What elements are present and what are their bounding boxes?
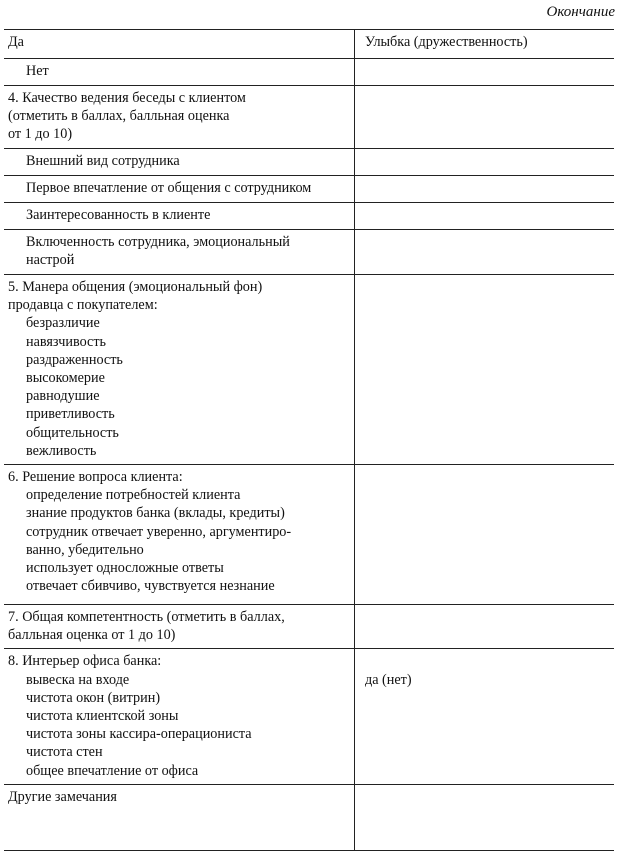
criterion-subitem: вывеска на входе [26,671,130,688]
criterion-text: продавца с покупателем: [8,297,158,314]
rating-cell [355,465,615,605]
rating-cell [355,59,615,86]
criterion-text: 7. Общая компетентность (отметить в баллах, [8,609,285,626]
form-row [4,649,614,785]
rating-cell [355,203,615,230]
form-row [4,149,614,176]
criterion-subitem: чистота стен [26,744,103,761]
rating-cell [355,86,615,149]
criterion-cell [4,59,355,86]
rating-cell [355,230,615,275]
criterion-cell [4,203,355,230]
criterion-subitem: чистота клиентской зоны [26,708,179,725]
rating-cell [355,275,615,465]
criterion-cell [4,86,355,149]
criterion-subitem: приветливость [26,406,115,423]
rating-cell [355,30,615,59]
criterion-subitem: использует односложные ответы [26,560,224,577]
criterion-text: (отметить в баллах, балльная оценка [8,108,230,125]
criterion-text: 6. Решение вопроса клиента: [8,469,183,486]
form-row [4,230,614,275]
criterion-subitem: раздраженность [26,351,123,368]
page-header-continuation: Окончание [546,4,615,20]
form-row [4,30,614,59]
form-row [4,605,614,649]
criterion-subitem: навязчивость [26,333,106,350]
criterion-text: Внешний вид сотрудника [26,153,180,169]
criterion-text: настрой [26,252,75,269]
criterion-text: Первое впечатление от общения с сотрудником [26,180,312,196]
criterion-subitem: отвечает сбивчиво, чувствуется незнание [26,578,275,595]
form-row [4,59,614,86]
criterion-subitem: безразличие [26,315,100,332]
rating-text: Улыбка (дружественность) [365,34,528,50]
evaluation-form-table [4,29,614,851]
criterion-cell [4,275,355,465]
criterion-subitem: сотрудник отвечает уверенно, аргументиро- [26,523,292,540]
rating-cell [355,785,615,851]
criterion-subitem: определение потребностей клиента [26,487,241,504]
form-row [4,86,614,149]
criterion-text: Заинтересованность в клиенте [26,207,211,223]
criterion-subitem: ванно, убедительно [26,541,144,558]
rating-text: да (нет) [365,671,412,688]
criterion-cell [4,649,355,785]
criterion-text: Да [8,34,24,50]
form-row [4,275,614,465]
rating-cell [355,149,615,176]
criterion-cell [4,176,355,203]
rating-cell [355,605,615,649]
rating-cell [355,649,615,785]
criterion-cell [4,605,355,649]
form-row [4,785,614,851]
criterion-subitem: чистота окон (витрин) [26,689,161,706]
criterion-cell [4,149,355,176]
rating-text [365,652,614,670]
criterion-text: от 1 до 10) [8,126,73,143]
criterion-text: Другие замечания [8,789,117,806]
form-row [4,465,614,605]
criterion-subitem: знание продуктов банка (вклады, кредиты) [26,505,285,522]
criterion-cell [4,30,355,59]
form-row [4,203,614,230]
criterion-text: балльная оценка от 1 до 10) [8,627,176,644]
criterion-text: 8. Интерьер офиса банка: [8,653,162,670]
form-row [4,176,614,203]
criterion-cell [4,785,355,851]
criterion-subitem: высокомерие [26,370,105,387]
criterion-subitem: вежливость [26,442,97,459]
criterion-subitem: общее впечатление от офиса [26,762,199,779]
criterion-cell [4,465,355,605]
criterion-subitem: чистота зоны кассира-операциониста [26,726,252,743]
rating-cell [355,176,615,203]
criterion-text: Включенность сотрудника, эмоциональный [26,234,290,250]
criterion-cell [4,230,355,275]
criterion-text: 4. Качество ведения беседы с клиентом [8,90,246,106]
criterion-subitem: равнодушие [26,388,100,405]
criterion-subitem: общительность [26,424,119,441]
criterion-text: Нет [26,63,49,79]
criterion-text: 5. Манера общения (эмоциональный фон) [8,279,263,295]
